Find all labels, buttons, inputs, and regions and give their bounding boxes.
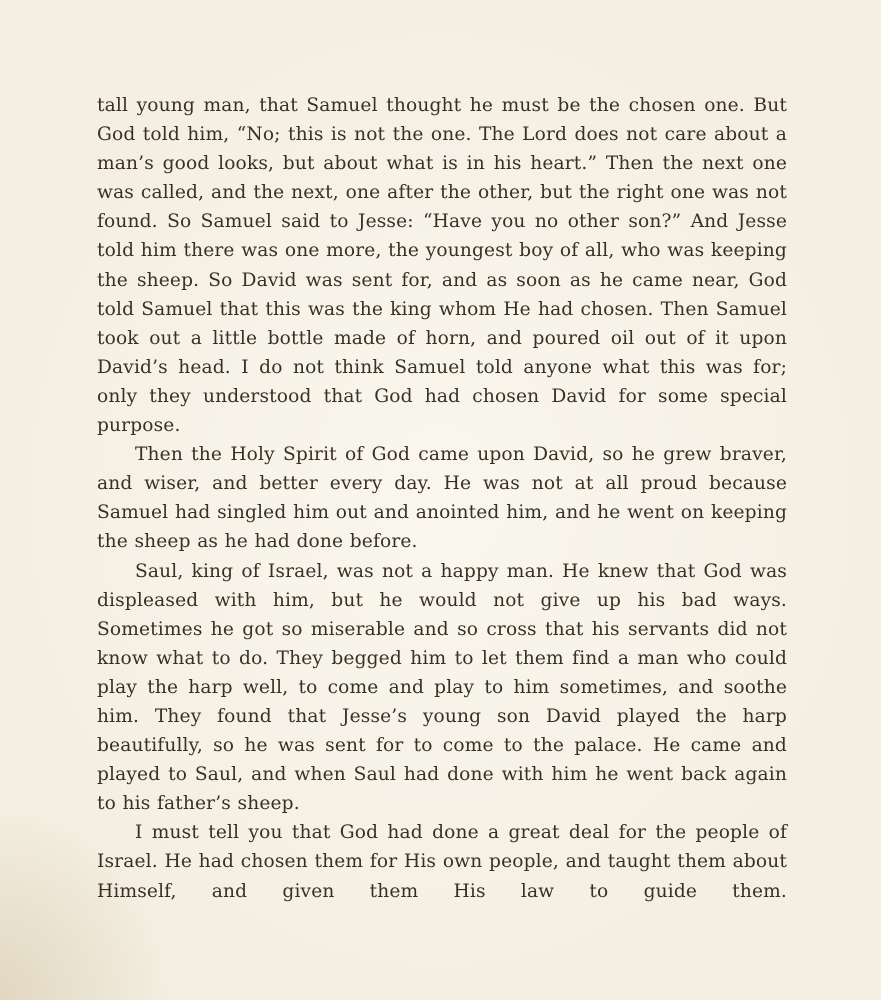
paragraph-4: I must tell you that God had done a great deal for the people of Israel. He had chosen them for His own people, and taught them about Himself, and given them His law to guide them. [97, 822, 787, 902]
paragraph-2: Then the Holy Spirit of God came upon David, so he grew braver, and wiser, and better every day. He was not at all proud because Samuel had singled him out and anointed him, and he went on keeping the sheep as he had done before. [97, 444, 787, 553]
paragraph-1: tall young man, that Samuel thought he must be the chosen one. But God told him, “No; this is not the one. The Lord does not care about a man’s good looks, but about what is in his heart.” Then the next one was called, and the next, one after the other, but the right one was not found. So Samuel said to Jesse: “Have you no other son?” And Jesse told him there was one more, the youngest boy of all, who was keeping the sheep. So David was sent for, and as soon as he came near, God told Samuel that this was the king whom He had chosen. Then Samuel took out a little bottle made of horn, and poured oil out of it upon David’s head. I do not think Samuel told anyone what this was for; only they understood that God had chosen David for some special purpose. [97, 95, 787, 437]
page-body [97, 91, 787, 906]
paragraph-3: Saul, king of Israel, was not a happy man. He knew that God was displeased with him, but he would not give up his bad ways. Sometimes he got so miserable and so cross that his servants did not know what to do. They begged him to let them find a man who could play the harp well, to come and play to him sometimes, and soothe him. They found that Jesse’s young son David played the harp beautifully, so he was sent for to come to the palace. He came and played to Saul, and when Saul had done with him he went back again to his father’s sheep. [97, 560, 787, 815]
